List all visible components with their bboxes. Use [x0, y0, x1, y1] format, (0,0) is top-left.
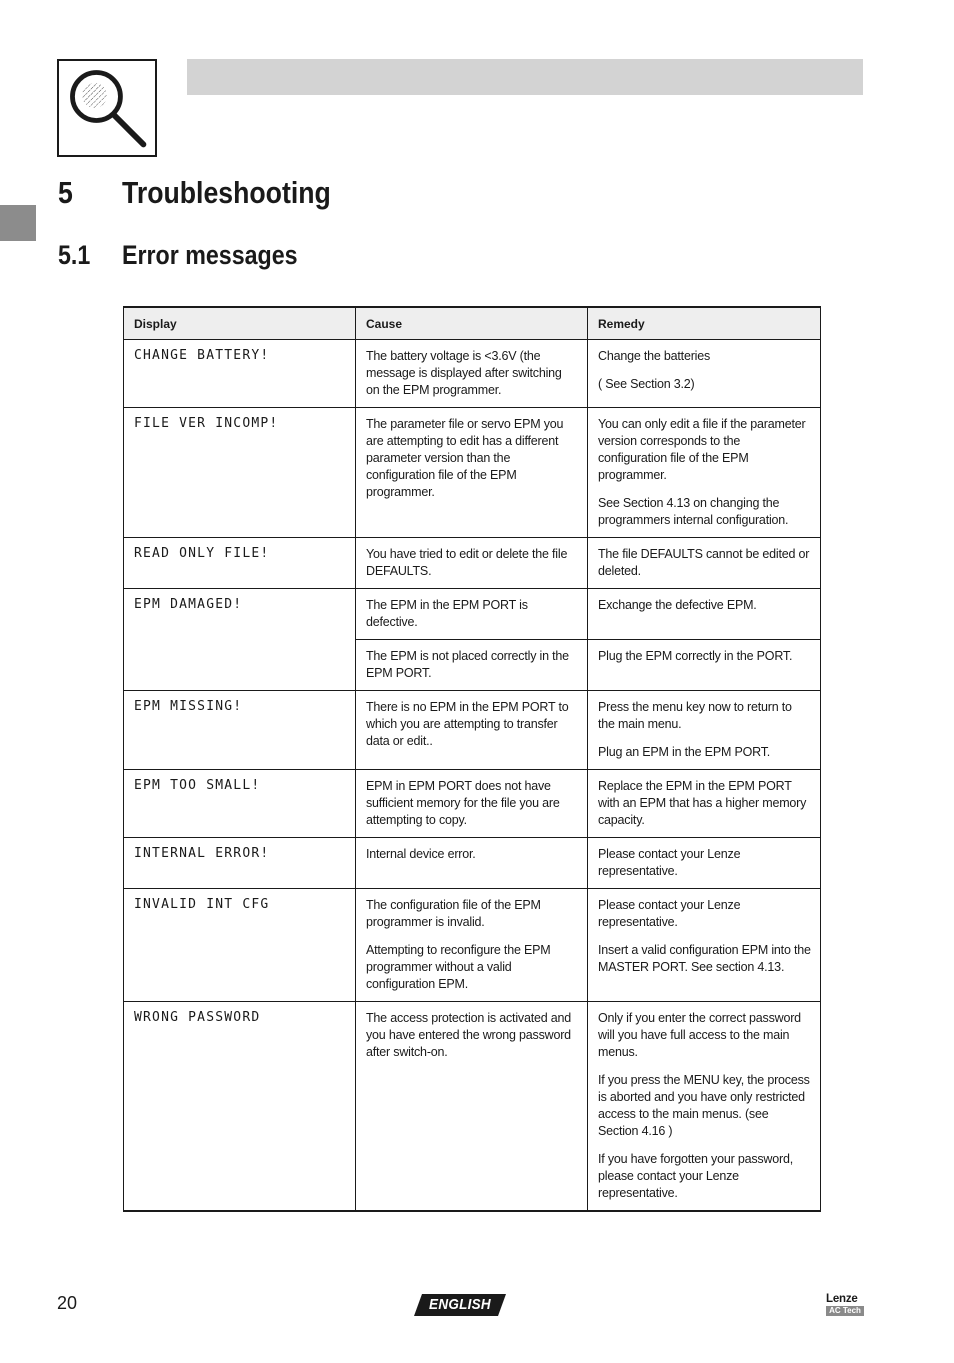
- cause-cell: [356, 408, 588, 538]
- remedy-text: The file DEFAULTS cannot be edited or deleted.: [598, 547, 810, 578]
- section-number: 5: [58, 175, 73, 210]
- remedy-cell: [588, 408, 821, 538]
- column-header-display: Display: [124, 307, 356, 340]
- remedy-text: ( See Section 3.2): [598, 377, 695, 391]
- display-cell: EPM TOO SMALL!: [124, 770, 356, 838]
- lenze-logo: [826, 1293, 864, 1319]
- table-row: [124, 889, 821, 1002]
- logo-sub: AC Tech: [826, 1306, 864, 1316]
- display-cell: CHANGE BATTERY!: [124, 340, 356, 408]
- table-row: [124, 1002, 821, 1212]
- display-cell: EPM MISSING!: [124, 691, 356, 770]
- remedy-text: Change the batteries: [598, 349, 711, 363]
- cause-text: The battery voltage is <3.6V (the message is displayed after switching on the EPM programmer.: [366, 349, 562, 397]
- remedy-text: Plug an EPM in the EPM PORT.: [598, 745, 771, 759]
- remedy-cell: [588, 1002, 821, 1212]
- cause-cell: [356, 589, 588, 640]
- table-row: [124, 838, 821, 889]
- remedy-cell: [588, 889, 821, 1002]
- display-cell: FILE VER INCOMP!: [124, 408, 356, 538]
- table-row: [124, 538, 821, 589]
- remedy-text: If you have forgotten your password, please contact your Lenze representative.: [598, 1152, 793, 1200]
- remedy-text: See Section 4.13 on changing the programmers internal configuration.: [598, 496, 789, 527]
- column-header-cause: Cause: [356, 307, 588, 340]
- display-cell: READ ONLY FILE!: [124, 538, 356, 589]
- remedy-text: Press the menu key now to return to the main menu.: [598, 700, 792, 731]
- subsection-title: Error messages: [122, 240, 298, 270]
- cause-text: There is no EPM in the EPM PORT to which you are attempting to transfer data or edit..: [366, 700, 569, 748]
- remedy-text: Plug the EPM correctly in the PORT.: [598, 649, 793, 663]
- remedy-cell: [588, 770, 821, 838]
- table-row: [124, 691, 821, 770]
- remedy-cell: [588, 538, 821, 589]
- cause-text: The EPM is not placed correctly in the EPM PORT.: [366, 649, 569, 680]
- subsection-number: 5.1: [58, 240, 91, 270]
- section-title: Troubleshooting: [122, 175, 331, 210]
- remedy-text: Insert a valid configuration EPM into the MASTER PORT. See section 4.13.: [598, 943, 811, 974]
- display-cell: WRONG PASSWORD: [124, 1002, 356, 1212]
- logo-brand: Lenze: [826, 1293, 858, 1305]
- remedy-text: Please contact your Lenze representative.: [598, 847, 741, 878]
- table-row: [124, 408, 821, 538]
- remedy-text: Replace the EPM in the EPM PORT with an EPM that has a higher memory capacity.: [598, 779, 807, 827]
- cause-cell: [356, 889, 588, 1002]
- table-row: [124, 589, 821, 640]
- cause-cell: [356, 1002, 588, 1212]
- display-cell: EPM DAMAGED!: [124, 589, 356, 691]
- cause-text: You have tried to edit or delete the file DEFAULTS.: [366, 547, 568, 578]
- error-messages-table: [123, 306, 821, 1212]
- cause-text: EPM in EPM PORT does not have sufficient memory for the file you are attempting to copy.: [366, 779, 560, 827]
- cause-text: The parameter file or servo EPM you are attempting to edit has a different parameter version than the configuration file of the EPM programmer.: [366, 417, 564, 499]
- table-header-row: [124, 307, 821, 340]
- remedy-text: Please contact your Lenze representative.: [598, 898, 741, 929]
- remedy-text: You can only edit a file if the parameter version corresponds to the configuration file of the EPM programmer.: [598, 417, 806, 482]
- remedy-cell: [588, 640, 821, 691]
- table-row: [124, 340, 821, 408]
- remedy-text: Exchange the defective EPM.: [598, 598, 757, 612]
- language-label: ENGLISH: [429, 1296, 491, 1313]
- magnifier-icon: [59, 61, 155, 155]
- cause-cell: [356, 340, 588, 408]
- cause-text: The access protection is activated and you have entered the wrong password after switch-on.: [366, 1011, 572, 1059]
- cause-cell: [356, 691, 588, 770]
- header-bar: [187, 59, 863, 95]
- table-row: [124, 770, 821, 838]
- column-header-remedy: Remedy: [588, 307, 821, 340]
- cause-text: The configuration file of the EPM programmer is invalid.: [366, 898, 541, 929]
- cause-cell: [356, 838, 588, 889]
- remedy-cell: [588, 589, 821, 640]
- cause-cell: [356, 538, 588, 589]
- display-cell: INTERNAL ERROR!: [124, 838, 356, 889]
- cause-text: Attempting to reconfigure the EPM programmer without a valid configuration EPM.: [366, 943, 551, 991]
- cause-text: The EPM in the EPM PORT is defective.: [366, 598, 528, 629]
- cause-cell: [356, 770, 588, 838]
- remedy-text: If you press the MENU key, the process is aborted and you have only restricted access to the main menus. (see Section 4.16 ): [598, 1073, 810, 1138]
- language-badge: [414, 1294, 506, 1316]
- cause-cell: [356, 640, 588, 691]
- remedy-text: Only if you enter the correct password will you have full access to the main menus.: [598, 1011, 801, 1059]
- display-cell: INVALID INT CFG: [124, 889, 356, 1002]
- remedy-cell: [588, 691, 821, 770]
- page-number: 20: [57, 1293, 78, 1313]
- magnifier-icon-box: [57, 59, 157, 157]
- remedy-cell: [588, 340, 821, 408]
- remedy-cell: [588, 838, 821, 889]
- cause-text: Internal device error.: [366, 847, 476, 861]
- chapter-tab-marker: [0, 205, 36, 241]
